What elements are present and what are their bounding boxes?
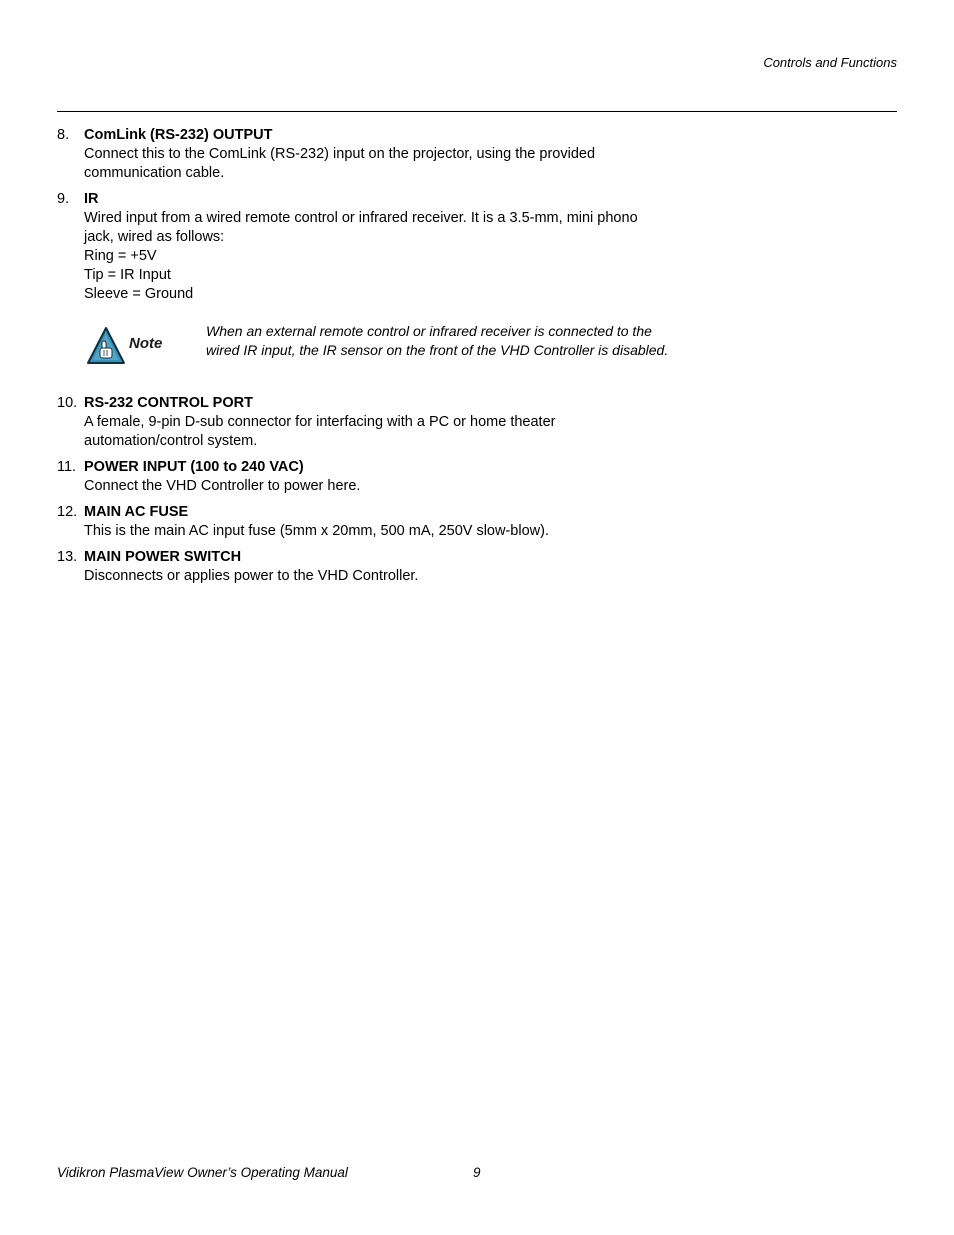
item-number: 11. [57, 459, 77, 475]
item-text-line: Wired input from a wired remote control or infrared receiver. It is a 3.5-mm, mini phono [84, 210, 638, 226]
running-header: Controls and Functions [763, 55, 897, 70]
list-item-comlink-output [57, 126, 677, 183]
note-pointing-hand-icon [86, 326, 126, 366]
list-item-main-ac-fuse [57, 503, 677, 541]
item-text-line: Ring = +5V [84, 248, 157, 264]
item-title: RS-232 CONTROL PORT [84, 395, 253, 411]
note-text-line: wired IR input, the IR sensor on the front of the VHD Controller is disabled. [206, 342, 669, 358]
item-text-line: This is the main AC input fuse (5mm x 20mm, 500 mA, 250V slow-blow). [84, 523, 549, 539]
note-text [206, 322, 676, 360]
item-text-line: A female, 9-pin D-sub connector for interfacing with a PC or home theater [84, 414, 556, 430]
page-number: 9 [473, 1165, 481, 1180]
item-text-line: Connect this to the ComLink (RS-232) input on the projector, using the provided [84, 146, 596, 162]
list-item-power-input [57, 458, 677, 496]
header-divider [57, 111, 897, 112]
note-text-line: When an external remote control or infrared receiver is connected to the [206, 323, 652, 339]
item-text-line: Tip = IR Input [84, 267, 171, 283]
item-title: MAIN POWER SWITCH [84, 549, 242, 565]
item-number: 10. [57, 395, 78, 411]
item-number: 12. [57, 504, 78, 520]
note-label: Note [129, 335, 163, 352]
footer-manual-title: Vidikron PlasmaView Owner’s Operating Manual [57, 1165, 348, 1180]
list-item-main-power-switch [57, 548, 677, 586]
item-text-line: Disconnects or applies power to the VHD Controller. [84, 568, 419, 584]
note-callout [84, 322, 684, 370]
item-number: 8. [57, 127, 70, 143]
item-title: POWER INPUT (100 to 240 VAC) [84, 459, 304, 475]
item-title: MAIN AC FUSE [84, 504, 189, 520]
item-text-line: Connect the VHD Controller to power here. [84, 478, 361, 494]
item-text-line: jack, wired as follows: [84, 229, 225, 245]
item-text-line: Sleeve = Ground [84, 286, 194, 302]
item-text-line: communication cable. [84, 165, 225, 181]
list-item-rs232-control-port [57, 394, 677, 451]
item-number: 9. [57, 191, 70, 207]
item-text-line: automation/control system. [84, 433, 258, 449]
item-number: 13. [57, 549, 78, 565]
item-title: ComLink (RS-232) OUTPUT [84, 127, 273, 143]
item-title: IR [84, 191, 99, 207]
list-item-ir [57, 190, 677, 304]
